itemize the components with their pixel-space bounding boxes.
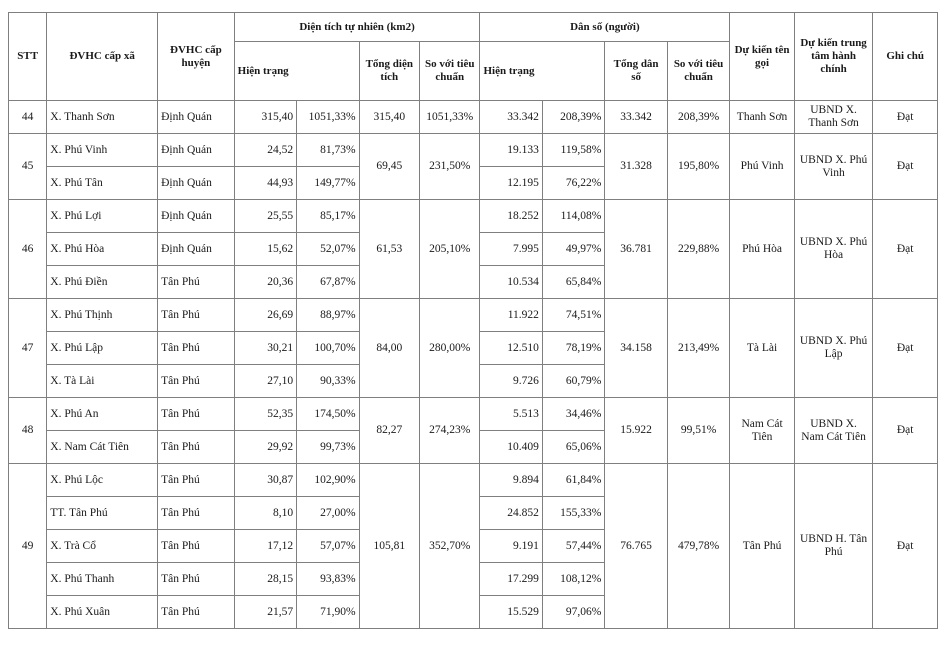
header-proposed-name: Dự kiến tên gọi	[730, 13, 794, 101]
area-percent-cell: 27,00%	[297, 497, 359, 530]
area-percent-cell: 102,90%	[297, 464, 359, 497]
commune-merger-table-sheet	[8, 12, 938, 629]
area-percent-cell: 67,87%	[297, 266, 359, 299]
population-percent-cell: 65,06%	[542, 431, 604, 464]
population-vs-standard-cell: 99,51%	[667, 398, 730, 464]
area-percent-cell: 88,97%	[297, 299, 359, 332]
total-area-cell: 69,45	[359, 134, 419, 200]
district-cell: Tân Phú	[158, 497, 235, 530]
commune-cell: X. Nam Cát Tiên	[47, 431, 158, 464]
area-current-cell: 25,55	[234, 200, 296, 233]
area-percent-cell: 85,17%	[297, 200, 359, 233]
district-cell: Định Quán	[158, 134, 235, 167]
area-current-cell: 44,93	[234, 167, 296, 200]
total-area-cell: 82,27	[359, 398, 419, 464]
proposed-name-cell: Tân Phú	[730, 464, 794, 629]
population-percent-cell: 49,97%	[542, 233, 604, 266]
proposed-name-cell: Nam Cát Tiên	[730, 398, 794, 464]
notes-cell: Đạt	[873, 101, 938, 134]
area-percent-cell: 93,83%	[297, 563, 359, 596]
area-current-cell: 20,36	[234, 266, 296, 299]
header-population-current: Hiện trạng	[480, 42, 605, 101]
area-current-cell: 21,57	[234, 596, 296, 629]
proposed-name-cell: Tà Lài	[730, 299, 794, 398]
population-percent-cell: 61,84%	[542, 464, 604, 497]
area-percent-cell: 52,07%	[297, 233, 359, 266]
area-percent-cell: 71,90%	[297, 596, 359, 629]
population-percent-cell: 208,39%	[542, 101, 604, 134]
district-cell: Tân Phú	[158, 431, 235, 464]
commune-cell: X. Trà Cổ	[47, 530, 158, 563]
area-current-cell: 8,10	[234, 497, 296, 530]
population-percent-cell: 60,79%	[542, 365, 604, 398]
commune-cell: X. Phú Thanh	[47, 563, 158, 596]
population-current-cell: 24.852	[480, 497, 542, 530]
commune-cell: TT. Tân Phú	[47, 497, 158, 530]
table-row	[9, 464, 938, 497]
area-percent-cell: 99,73%	[297, 431, 359, 464]
area-percent-cell: 174,50%	[297, 398, 359, 431]
stt-cell: 45	[9, 134, 47, 200]
notes-cell: Đạt	[873, 200, 938, 299]
total-population-cell: 33.342	[605, 101, 667, 134]
area-vs-standard-cell: 352,70%	[420, 464, 480, 629]
population-percent-cell: 119,58%	[542, 134, 604, 167]
header-total-population: Tổng dân số	[605, 42, 667, 101]
population-current-cell: 33.342	[480, 101, 542, 134]
population-vs-standard-cell: 208,39%	[667, 101, 730, 134]
commune-cell: X. Thanh Sơn	[47, 101, 158, 134]
proposed-center-cell: UBND X. Thanh Sơn	[794, 101, 873, 134]
area-percent-cell: 57,07%	[297, 530, 359, 563]
header-notes: Ghi chú	[873, 13, 938, 101]
proposed-center-cell: UBND X. Phú Hòa	[794, 200, 873, 299]
table-row	[9, 299, 938, 332]
header-total-area: Tổng diện tích	[359, 42, 419, 101]
population-current-cell: 15.529	[480, 596, 542, 629]
area-percent-cell: 149,77%	[297, 167, 359, 200]
notes-cell: Đạt	[873, 398, 938, 464]
total-area-cell: 105,81	[359, 464, 419, 629]
population-current-cell: 10.409	[480, 431, 542, 464]
population-current-cell: 10.534	[480, 266, 542, 299]
stt-cell: 44	[9, 101, 47, 134]
population-current-cell: 9.191	[480, 530, 542, 563]
commune-cell: X. Phú Lợi	[47, 200, 158, 233]
total-area-cell: 61,53	[359, 200, 419, 299]
area-current-cell: 30,87	[234, 464, 296, 497]
population-current-cell: 5.513	[480, 398, 542, 431]
table-body	[9, 101, 938, 629]
header-stt: STT	[9, 13, 47, 101]
stt-cell: 48	[9, 398, 47, 464]
area-vs-standard-cell: 205,10%	[420, 200, 480, 299]
commune-cell: X. Phú Thịnh	[47, 299, 158, 332]
population-current-cell: 17.299	[480, 563, 542, 596]
district-cell: Tân Phú	[158, 398, 235, 431]
area-current-cell: 15,62	[234, 233, 296, 266]
area-vs-standard-cell: 280,00%	[420, 299, 480, 398]
area-current-cell: 27,10	[234, 365, 296, 398]
notes-cell: Đạt	[873, 134, 938, 200]
area-current-cell: 52,35	[234, 398, 296, 431]
header-population-vs-standard: So với tiêu chuẩn	[667, 42, 730, 101]
proposed-center-cell: UBND X. Phú Lập	[794, 299, 873, 398]
population-percent-cell: 108,12%	[542, 563, 604, 596]
population-current-cell: 18.252	[480, 200, 542, 233]
population-current-cell: 7.995	[480, 233, 542, 266]
header-area-current: Hiện trạng	[234, 42, 359, 101]
district-cell: Tân Phú	[158, 563, 235, 596]
population-percent-cell: 76,22%	[542, 167, 604, 200]
population-percent-cell: 74,51%	[542, 299, 604, 332]
total-population-cell: 76.765	[605, 464, 667, 629]
population-current-cell: 9.726	[480, 365, 542, 398]
area-current-cell: 30,21	[234, 332, 296, 365]
proposed-center-cell: UBND X. Phú Vinh	[794, 134, 873, 200]
area-current-cell: 315,40	[234, 101, 296, 134]
commune-cell: X. Phú Vinh	[47, 134, 158, 167]
total-population-cell: 15.922	[605, 398, 667, 464]
population-current-cell: 12.195	[480, 167, 542, 200]
commune-cell: X. Phú Hòa	[47, 233, 158, 266]
stt-cell: 49	[9, 464, 47, 629]
area-percent-cell: 100,70%	[297, 332, 359, 365]
proposed-name-cell: Thanh Sơn	[730, 101, 794, 134]
district-cell: Định Quán	[158, 200, 235, 233]
area-vs-standard-cell: 274,23%	[420, 398, 480, 464]
header-area-vs-standard: So với tiêu chuẩn	[420, 42, 480, 101]
commune-cell: X. Phú Điền	[47, 266, 158, 299]
proposed-name-cell: Phú Vinh	[730, 134, 794, 200]
district-cell: Tân Phú	[158, 299, 235, 332]
area-current-cell: 17,12	[234, 530, 296, 563]
notes-cell: Đạt	[873, 299, 938, 398]
population-percent-cell: 65,84%	[542, 266, 604, 299]
area-percent-cell: 81,73%	[297, 134, 359, 167]
district-cell: Tân Phú	[158, 365, 235, 398]
district-cell: Tân Phú	[158, 596, 235, 629]
stt-cell: 47	[9, 299, 47, 398]
header-district: ĐVHC cấp huyện	[158, 13, 235, 101]
district-cell: Tân Phú	[158, 530, 235, 563]
area-percent-cell: 1051,33%	[297, 101, 359, 134]
area-current-cell: 28,15	[234, 563, 296, 596]
commune-cell: X. Tà Lài	[47, 365, 158, 398]
district-cell: Định Quán	[158, 233, 235, 266]
commune-cell: X. Phú Lập	[47, 332, 158, 365]
header-natural-area: Diện tích tự nhiên (km2)	[234, 13, 480, 42]
population-current-cell: 11.922	[480, 299, 542, 332]
district-cell: Tân Phú	[158, 266, 235, 299]
table-header	[9, 13, 938, 101]
notes-cell: Đạt	[873, 464, 938, 629]
table-row	[9, 200, 938, 233]
area-percent-cell: 90,33%	[297, 365, 359, 398]
total-area-cell: 315,40	[359, 101, 419, 134]
district-cell: Tân Phú	[158, 332, 235, 365]
proposed-name-cell: Phú Hòa	[730, 200, 794, 299]
population-vs-standard-cell: 479,78%	[667, 464, 730, 629]
population-current-cell: 9.894	[480, 464, 542, 497]
total-population-cell: 34.158	[605, 299, 667, 398]
area-vs-standard-cell: 231,50%	[420, 134, 480, 200]
population-vs-standard-cell: 213,49%	[667, 299, 730, 398]
district-cell: Định Quán	[158, 101, 235, 134]
total-population-cell: 36.781	[605, 200, 667, 299]
area-current-cell: 24,52	[234, 134, 296, 167]
population-percent-cell: 155,33%	[542, 497, 604, 530]
population-percent-cell: 34,46%	[542, 398, 604, 431]
population-current-cell: 12.510	[480, 332, 542, 365]
district-cell: Tân Phú	[158, 464, 235, 497]
area-current-cell: 26,69	[234, 299, 296, 332]
commune-cell: X. Phú Xuân	[47, 596, 158, 629]
proposed-center-cell: UBND H. Tân Phú	[794, 464, 873, 629]
table-row	[9, 398, 938, 431]
population-vs-standard-cell: 229,88%	[667, 200, 730, 299]
proposed-center-cell: UBND X. Nam Cát Tiên	[794, 398, 873, 464]
commune-merger-table	[8, 12, 938, 629]
population-percent-cell: 78,19%	[542, 332, 604, 365]
population-percent-cell: 97,06%	[542, 596, 604, 629]
total-population-cell: 31.328	[605, 134, 667, 200]
total-area-cell: 84,00	[359, 299, 419, 398]
area-current-cell: 29,92	[234, 431, 296, 464]
table-row	[9, 101, 938, 134]
header-commune: ĐVHC cấp xã	[47, 13, 158, 101]
area-vs-standard-cell: 1051,33%	[420, 101, 480, 134]
header-proposed-center: Dự kiến trung tâm hành chính	[794, 13, 873, 101]
district-cell: Định Quán	[158, 167, 235, 200]
commune-cell: X. Phú An	[47, 398, 158, 431]
commune-cell: X. Phú Tân	[47, 167, 158, 200]
header-population: Dân số (người)	[480, 13, 730, 42]
commune-cell: X. Phú Lộc	[47, 464, 158, 497]
population-vs-standard-cell: 195,80%	[667, 134, 730, 200]
population-percent-cell: 114,08%	[542, 200, 604, 233]
stt-cell: 46	[9, 200, 47, 299]
population-percent-cell: 57,44%	[542, 530, 604, 563]
population-current-cell: 19.133	[480, 134, 542, 167]
table-row	[9, 134, 938, 167]
